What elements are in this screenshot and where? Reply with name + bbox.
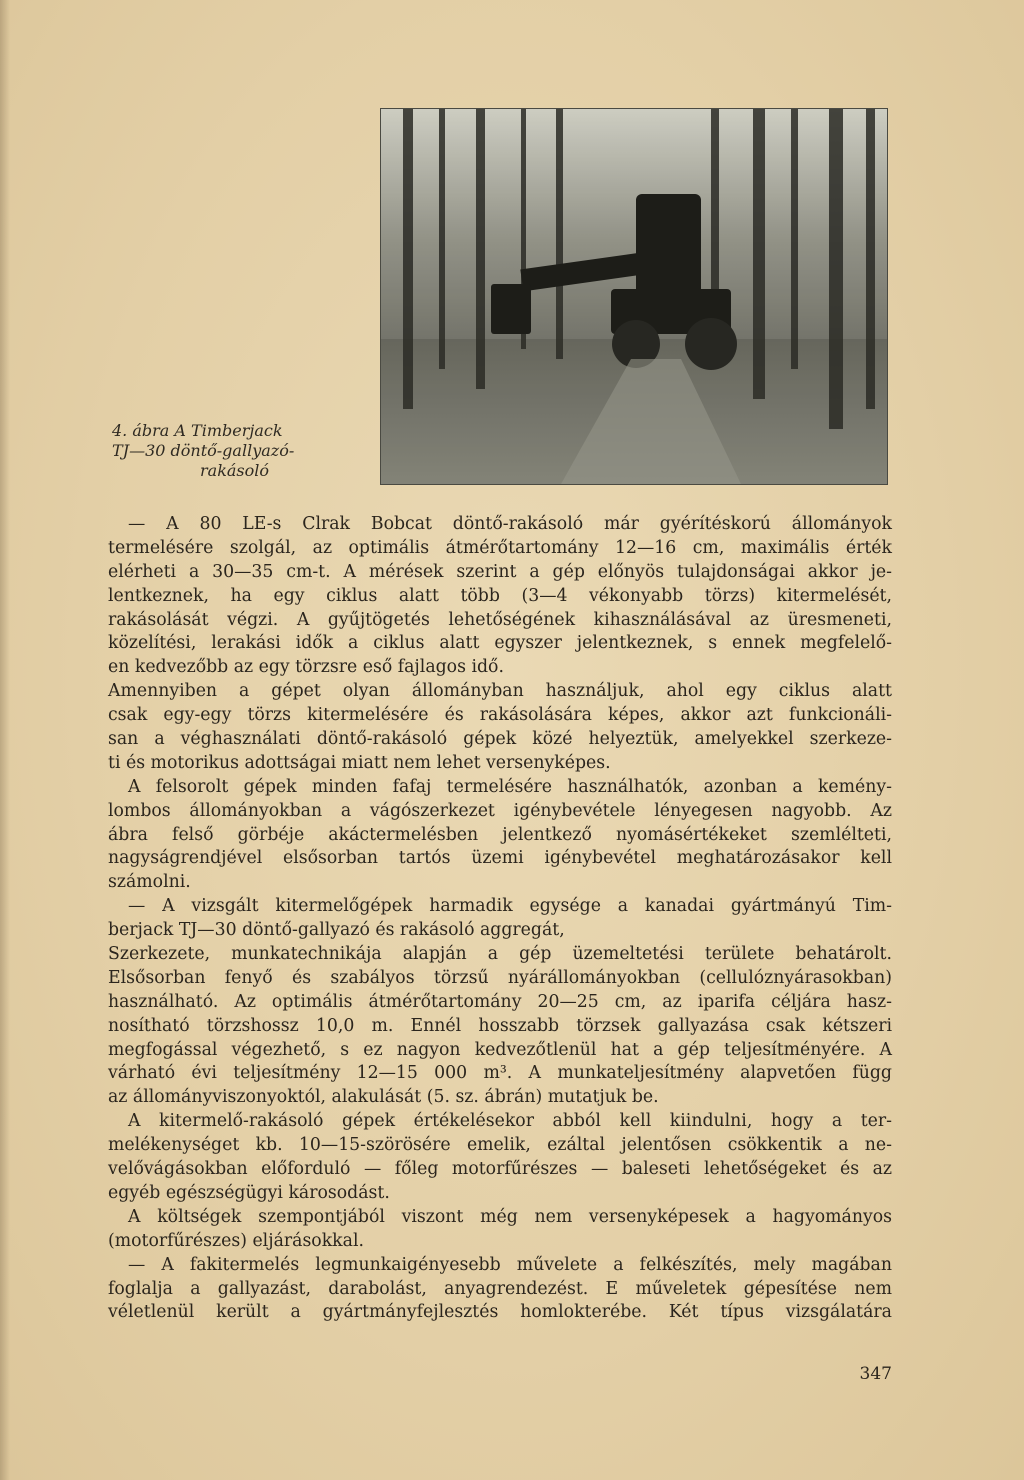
text-line: rakásolását végzi. A gyűjtögetés lehetőségének kihasználásával az üresmeneti,	[108, 609, 892, 630]
text-line: — A 80 LE-s Clrak Bobcat döntő-rakásoló már gyérítéskorú állományok	[128, 514, 892, 534]
text-line: használható. Az optimális átmérőtartomány 20—25 cm, az iparifa céljára hasz-	[108, 991, 892, 1012]
text-line: Szerkezete, munkatechnikája alapján a gép üzemeltetési területe behatárolt.	[108, 944, 892, 965]
caption-line: TJ—30 döntő-gallyazó-	[112, 441, 295, 460]
text-line: velővágásokban előforduló — főleg motorfűrészes — baleseti lehetőségeket és az	[108, 1159, 892, 1180]
text-line: egyéb egészségügyi károsodást.	[108, 1182, 390, 1203]
text-line: megfogással végezhető, s ez nagyon kedvezőtlenül hat a gép teljesítményére. A	[108, 1039, 892, 1060]
figure-caption	[112, 421, 352, 481]
text-line: elérheti a 30—35 cm-t. A mérések szerint a gép előnyös tulajdonságai akkor je-	[108, 561, 892, 582]
page-number: 347	[859, 1364, 892, 1384]
text-line: véletlenül került a gyártmányfejlesztés homlokterébe. Két típus vizsgálatára	[108, 1302, 892, 1323]
text-line: berjack TJ—30 döntő-gallyazó és rakásoló aggregát,	[108, 920, 565, 941]
text-line: — A fakitermelés legmunkaigényesebb művelete a felkészítés, mely magában	[128, 1254, 892, 1275]
text-line: Amennyiben a gépet olyan állományban használjuk, ahol egy ciklus alatt	[108, 681, 892, 702]
text-line: melékenységet kb. 10—15-szörösére emelik, ezáltal jelentősen csökkentik a ne-	[108, 1135, 892, 1156]
text-line: nosítható törzshossz 10,0 m. Ennél hosszabb törzsek gallyazása csak kétszeri	[108, 1015, 892, 1036]
text-line: san a véghasználati döntő-rakásoló gépek közé helyeztük, amelyekkel szerkeze-	[108, 729, 892, 750]
caption-line: 4. ábra A Timberjack	[112, 421, 283, 440]
text-line: közelítési, lerakási idők a ciklus alatt egyszer jelentkeznek, s ennek megfelelő-	[108, 633, 892, 654]
text-line: lombos állományokban a vágószerkezet igénybevétele lényegesen nagyobb. Az	[108, 800, 892, 821]
text-line: termelésére szolgál, az optimális átmérőtartomány 12—16 cm, maximális érték	[108, 537, 892, 558]
text-line: ti és motorikus adottságai miatt nem lehet versenyképes.	[108, 752, 611, 773]
text-line: az állományviszonyoktól, alakulását (5. sz. ábrán) mutatjuk be.	[108, 1087, 659, 1108]
figure-photo	[380, 108, 888, 485]
text-line: nagyságrendjével elsősorban tartós üzemi igénybevétel meghatározásakor kell	[108, 848, 892, 869]
text-line: A költségek szempontjából viszont még nem versenyképesek a hagyományos	[128, 1206, 892, 1227]
text-line: foglalja a gallyazást, darabolást, anyagrendezést. E műveletek gépesítése nem	[108, 1278, 892, 1299]
forest-machine-photo	[381, 109, 887, 484]
caption-line: rakásoló	[200, 461, 270, 480]
text-line: számolni.	[108, 872, 191, 893]
text-line: en kedvezőbb az egy törzsre eső fajlagos idő.	[108, 657, 504, 678]
text-line: várható évi teljesítmény 12—15 000 m³. A munkateljesítmény alapvetően függ	[108, 1063, 892, 1084]
body-text	[108, 513, 892, 1325]
page-edge-shadow	[0, 0, 10, 1480]
text-line: (motorfűrészes) eljárásokkal.	[108, 1230, 364, 1251]
text-line: A felsorolt gépek minden fafaj termelésére használhatók, azonban a kemény-	[128, 776, 892, 797]
text-line: csak egy-egy törzs kitermelésére és rakásolására képes, akkor azt funkcionáli-	[108, 705, 892, 726]
text-line: A kitermelő-rakásoló gépek értékelésekor abból kell kiindulni, hogy a ter-	[128, 1111, 892, 1132]
text-line: ábra felső görbéje akáctermelésben jelentkező nyomásértékeket szemlélteti,	[108, 824, 892, 845]
text-line: Elsősorban fenyő és szabályos törzsű nyárállományokban (cellulóznyárasokban)	[108, 967, 892, 988]
text-line: — A vizsgált kitermelőgépek harmadik egysége a kanadai gyártmányú Tim-	[128, 896, 892, 917]
text-line: lentkeznek, ha egy ciklus alatt több (3—4 vékonyabb törzs) kitermelését,	[108, 585, 892, 606]
